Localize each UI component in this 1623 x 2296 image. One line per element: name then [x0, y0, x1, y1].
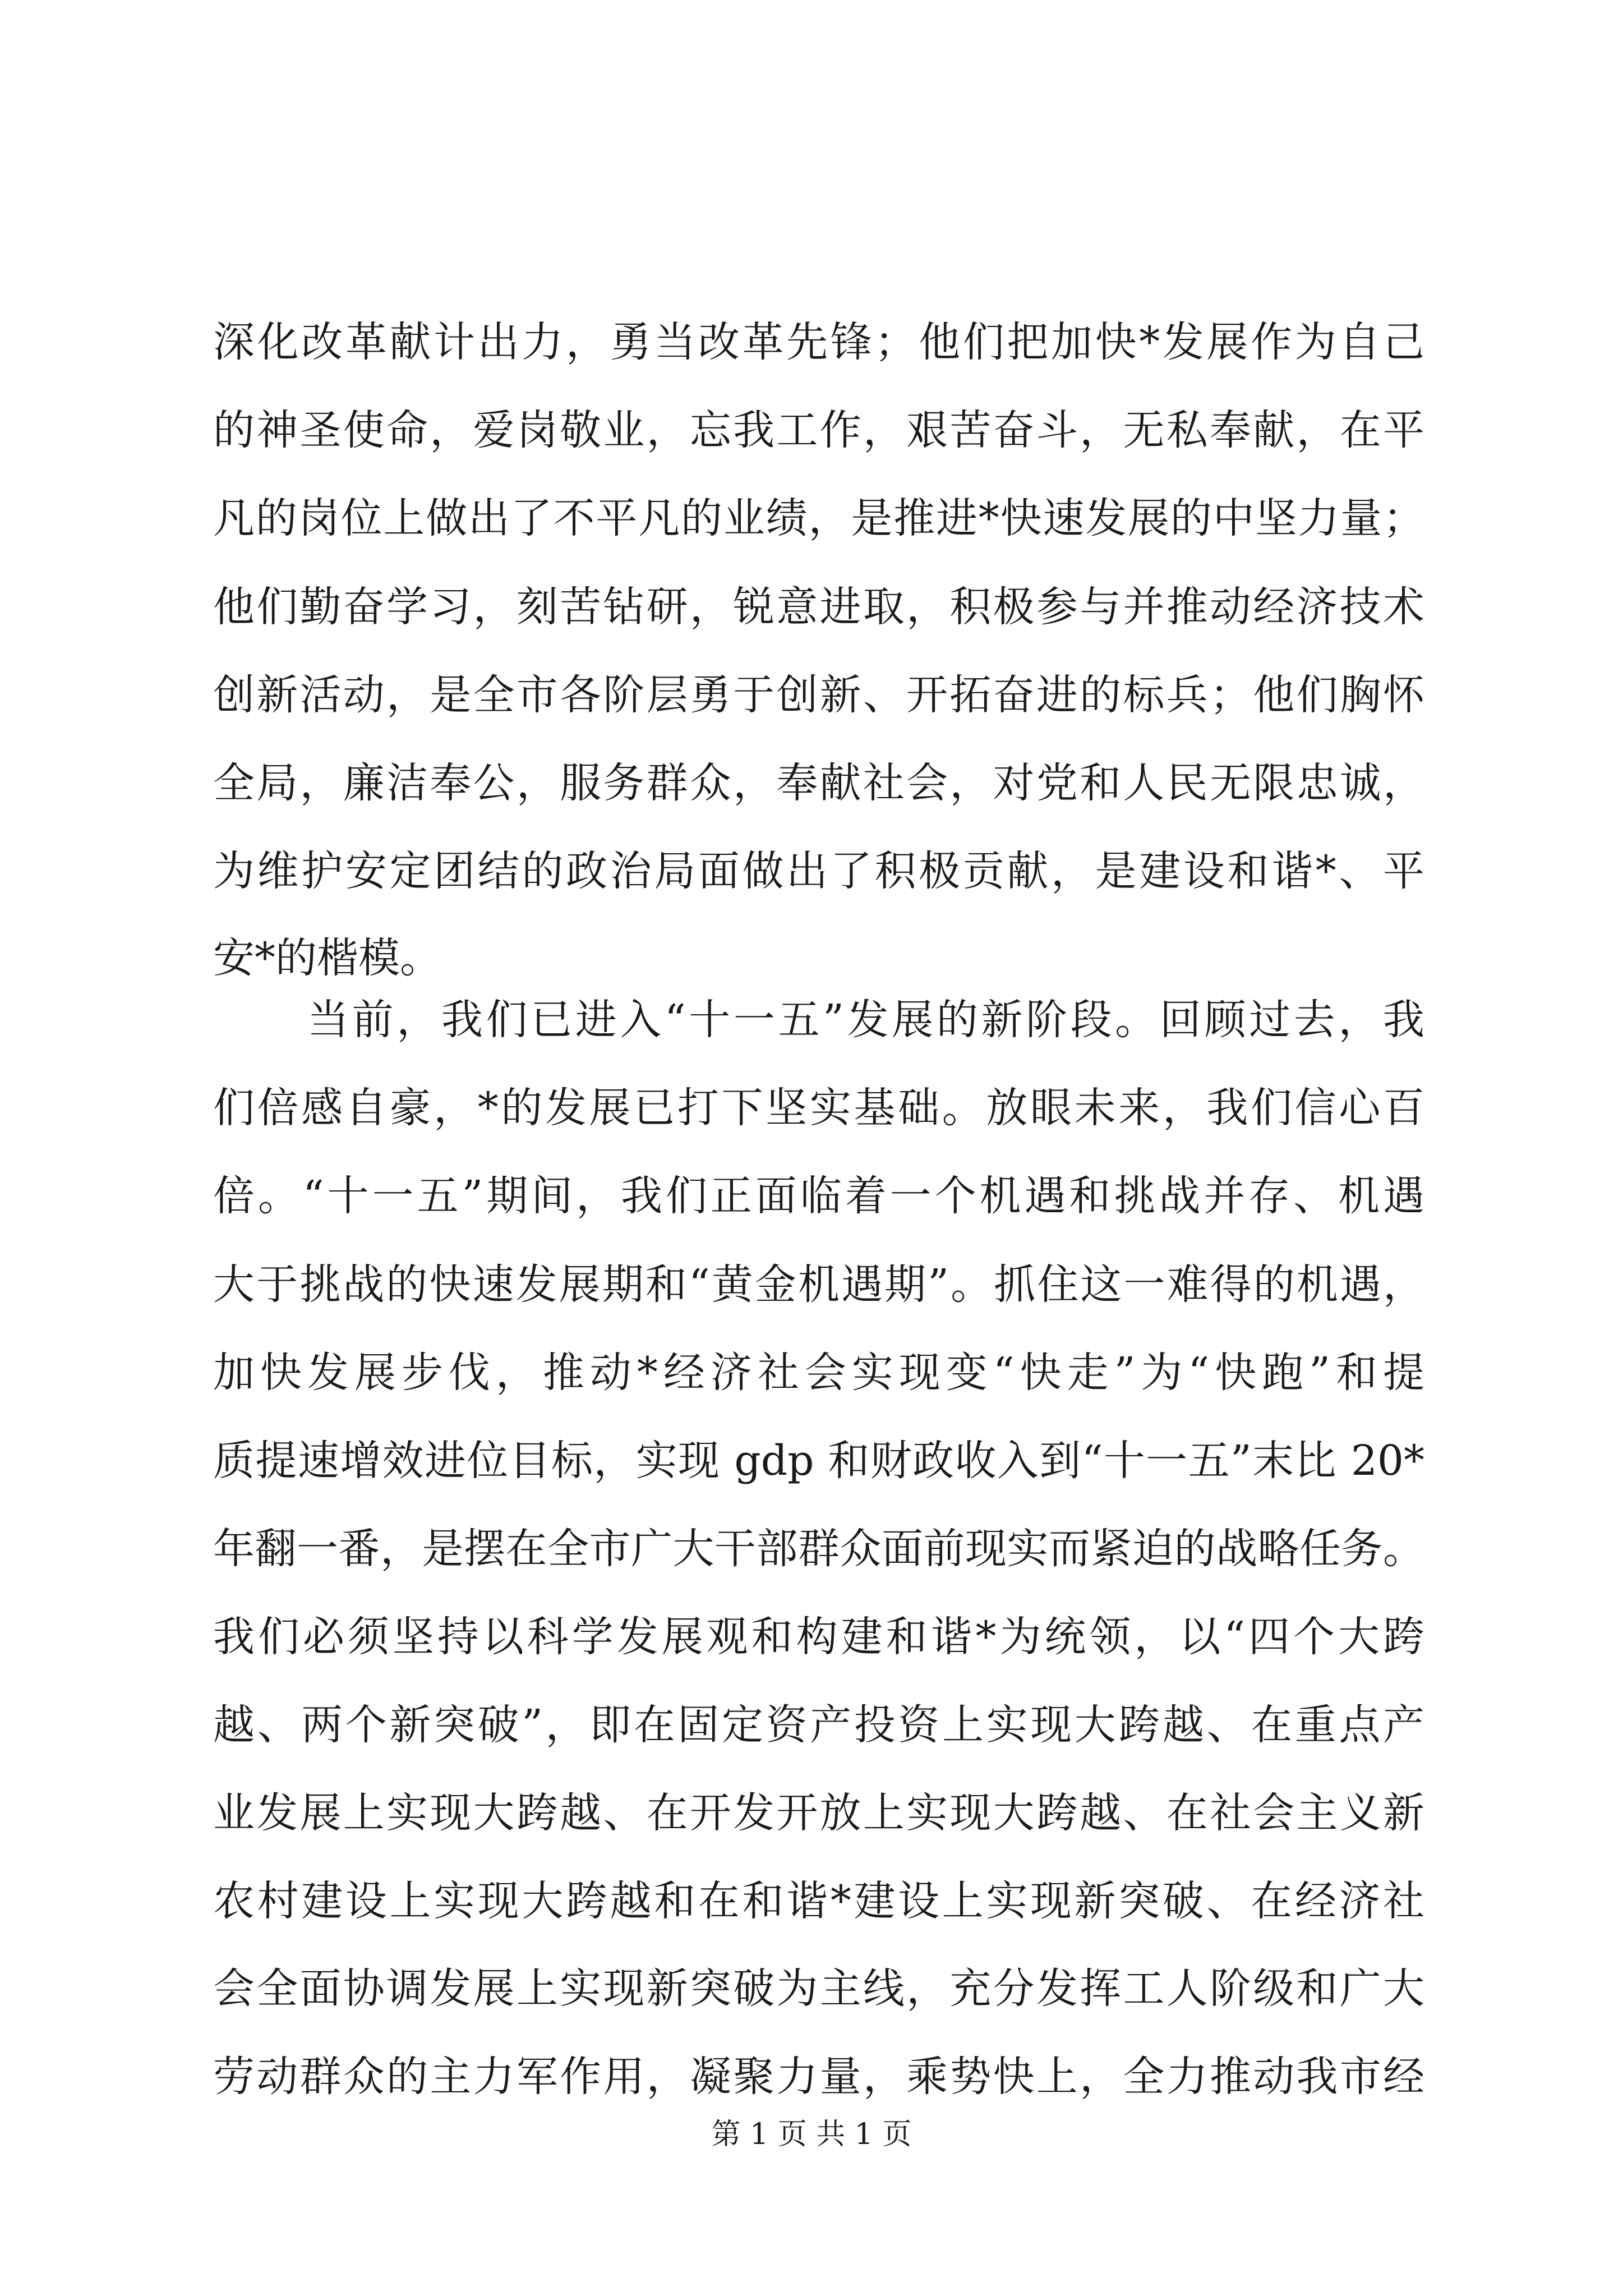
paragraph-line: 会全面协调发展上实现新突破为主线，充分发挥工人阶级和广大 [213, 1964, 1424, 2013]
paragraph-line: 越、两个新突破”，即在固定资产投资上实现大跨越、在重点产 [213, 1701, 1424, 1749]
paragraph-line: 我们必须坚持以科学发展观和构建和谐*为统领，以“四个大跨 [213, 1613, 1424, 1661]
page-number-footer: 第 1 页 共 1 页 [711, 2118, 912, 2151]
paragraph-line: 业发展上实现大跨越、在开发开放上实现大跨越、在社会主义新 [213, 1789, 1424, 1837]
paragraph-line: 年翻一番，是摆在全市广大干部群众面前现实而紧迫的战略任务。 [213, 1525, 1424, 1573]
paragraph-line: 为维护安定团结的政治局面做出了积极贡献，是建设和谐*、平 [213, 847, 1424, 895]
paragraph-line: 创新活动，是全市各阶层勇于创新、开拓奋进的标兵；他们胸怀 [213, 671, 1424, 719]
paragraph-line: 倍。“十一五”期间，我们正面临着一个机遇和挑战并存、机遇 [213, 1172, 1424, 1220]
paragraph-line: 全局，廉洁奉公，服务群众，奉献社会，对党和人民无限忠诚， [213, 759, 1424, 807]
paragraph-line: 凡的岗位上做出了不平凡的业绩，是推进*快速发展的中坚力量； [213, 494, 1424, 542]
paragraph-first-line: 当前，我们已进入“十一五”发展的新阶段。回顾过去，我 [307, 996, 1424, 1044]
paragraph-line: 的神圣使命，爱岗敬业，忘我工作，艰苦奋斗，无私奉献，在平 [213, 406, 1424, 454]
paragraph-line: 劳动群众的主力军作用，凝聚力量，乘势快上，全力推动我市经 [213, 2053, 1424, 2101]
paragraph-line: 农村建设上实现大跨越和在和谐*建设上实现新突破、在经济社 [213, 1877, 1424, 1925]
paragraph-line: 们倍感自豪，*的发展已打下坚实基础。放眼未来，我们信心百 [213, 1084, 1424, 1132]
paragraph-line: 加快发展步伐，推动*经济社会实现变“快走”为“快跑”和提 [213, 1349, 1424, 1397]
paragraph-line: 大于挑战的快速发展期和“黄金机遇期”。抓住这一难得的机遇， [213, 1260, 1424, 1309]
paragraph-line: 质提速增效进位目标，实现 gdp 和财政收入到“十一五”末比 20* [213, 1437, 1424, 1485]
paragraph-line: 他们勤奋学习，刻苦钻研，锐意进取，积极参与并推动经济技术 [213, 583, 1424, 631]
paragraph-line: 深化改革献计出力，勇当改革先锋；他们把加快*发展作为自己 [213, 318, 1424, 366]
paragraph-line: 安*的楷模。 [213, 934, 441, 982]
